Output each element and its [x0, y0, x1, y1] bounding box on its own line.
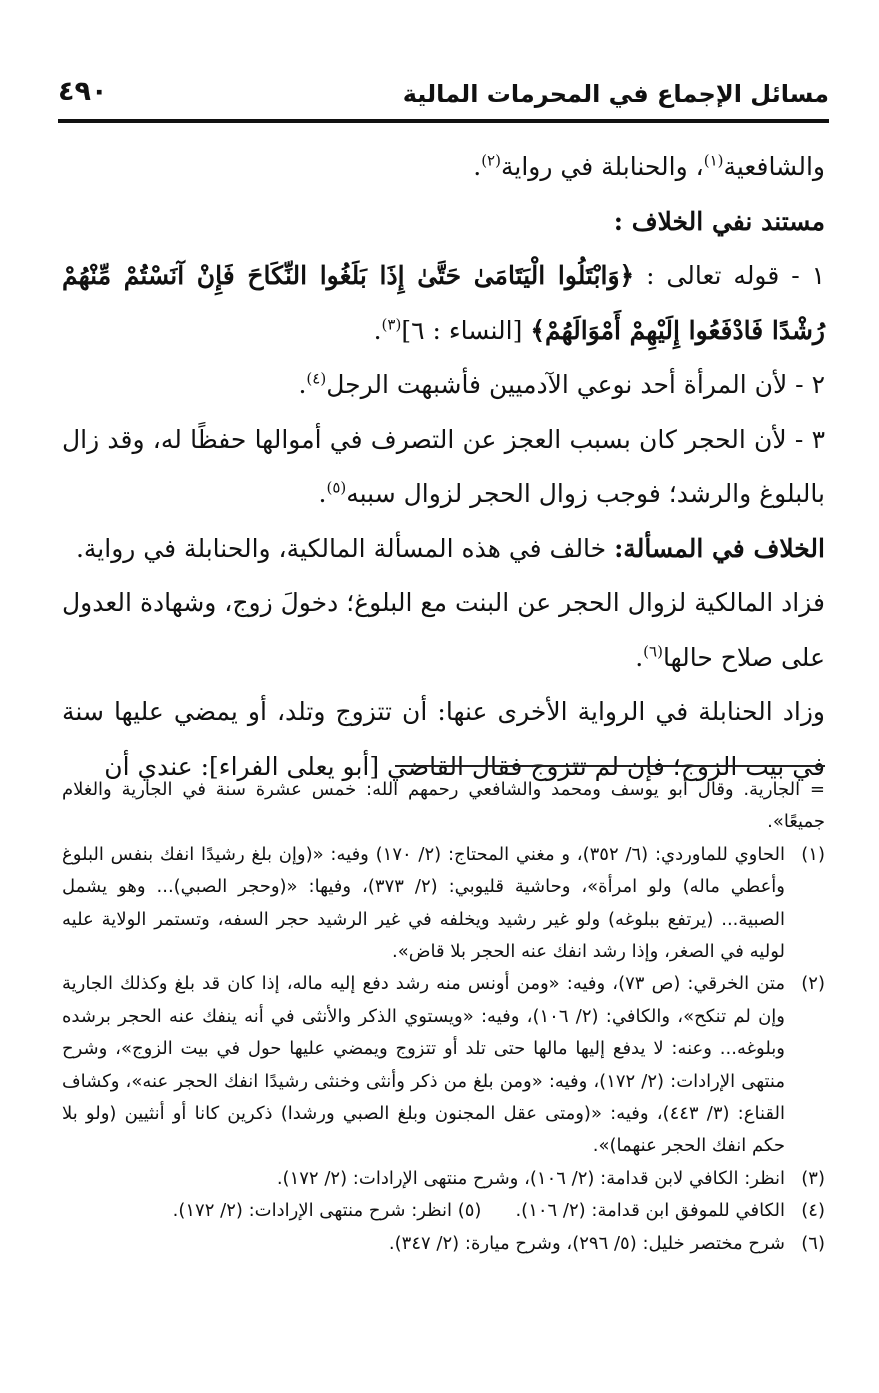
- paragraph-4-text-b: .: [298, 370, 307, 399]
- section-heading-evidence: مستند نفي الخلاف :: [613, 206, 825, 236]
- footnote-1: [62, 839, 825, 969]
- footnote-rule: [395, 765, 825, 767]
- paragraph-1-text-a: والشافعية: [723, 152, 825, 181]
- paragraph-1-text-c: .: [473, 152, 482, 181]
- footnote-1-number: (١): [801, 843, 825, 865]
- header-rule: [58, 119, 829, 123]
- running-header: [58, 72, 829, 118]
- paragraph-3-text-c: .: [373, 315, 382, 345]
- footnote-4-text: الكافي للموفق ابن قدامة: (٢/ ١٠٦).: [515, 1200, 785, 1222]
- paragraph-4: [62, 358, 825, 413]
- paragraph-5-text-a: ٣ - لأن الحجر كان بسبب العجز عن التصرف في أموالها حفظًا له، وقد زال بالبلوغ والرشد؛ فوجب زوال الحجر لزوال سببه: [62, 424, 825, 508]
- section-heading-disagreement: الخلاف في المسألة:: [614, 533, 825, 563]
- footnote-5-text: انظر: شرح منتهى الإرادات: (٢/ ١٧٢).: [172, 1200, 452, 1222]
- footnote-5-number: (٥): [457, 1200, 482, 1222]
- paragraph-5-text-b: .: [318, 479, 327, 508]
- paragraph-3-text-a: ١ - قوله تعالى :: [634, 261, 825, 290]
- paragraph-7: [62, 576, 825, 685]
- paragraph-2: [62, 195, 825, 250]
- paragraph-3-text-b: [النساء : ٦]: [401, 315, 531, 345]
- quran-verse: ﴿وَابْتَلُوا الْيَتَامَىٰ حَتَّىٰ إِذَا بَلَغُوا النِّكَاحَ فَإِنْ آنَسْتُمْ مِّنْهُمْ رُشْدًا فَادْفَعُوا إِلَيْهِمْ أَمْوَالَهُمْ﴾: [62, 261, 825, 345]
- footnote-ref-1: (١): [703, 151, 724, 170]
- paragraph-6: [62, 522, 825, 577]
- page-number: ٤٩٠: [58, 76, 108, 107]
- footnote-2: [62, 968, 825, 1162]
- footnote-2-text: متن الخرقي: (ص ٧٣)، وفيه: «ومن أونس منه رشد دفع إليه ماله، إذا كان قد بلغ وكذلك الجارية وإن لم تنكح»، والكافي: (٢/ ١٠٦)، وفيه: «ويستوي الذكر والأنثى في أنه ينفك عنه الحجر برشده وبلوغه... وعنه: لا يدفع إليها مالها حتى تلد أو تتزوج ويمضي عليها حول في بيت الزوج»، وشرح منتهى الإرادات: (٢/ ١٧٢)، وفيه: «ومن بلغ من ذكر وأنثى وخنثى رشيدًا انفك الحجر عنه»، وكشاف القناع: (٣/ ٤٤٣)، وفيه: «(ومتى عقل المجنون وبلغ الصبي ورشدا) ذكرين كانا أو أنثيين (ولو بلا حكم انفك الحجر عنهما)».: [62, 973, 786, 1157]
- footnote-6-text: شرح مختصر خليل: (٥/ ٢٩٦)، وشرح ميارة: (٢/ ٣٤٧).: [388, 1232, 785, 1254]
- footnote-continuation: = الجارية. وقال أبو يوسف ومحمد والشافعي رحمهم الله: خمس عشرة سنة في الجارية والغلام جميعًا».: [62, 779, 825, 833]
- footnotes: [62, 774, 825, 1260]
- paragraph-6-text: خالف في هذه المسألة المالكية، والحنابلة في رواية.: [75, 533, 615, 563]
- paragraph-1-text-b: ، والحنابلة في رواية: [500, 152, 704, 181]
- footnote-3: [62, 1163, 825, 1195]
- paragraph-7-text-b: .: [635, 642, 644, 672]
- footnote-4-number: (٤): [801, 1200, 825, 1222]
- footnote-6-number: (٦): [801, 1232, 825, 1254]
- footnotes-4-5: [62, 1195, 825, 1227]
- footnote-2-number: (٢): [801, 973, 825, 995]
- paragraph-4-text-a: ٢ - لأن المرأة أحد نوعي الآدميين فأشبهت الرجل: [326, 370, 825, 399]
- footnote-1-text: الحاوي للماوردي: (٦/ ٣٥٢)، و مغني المحتاج: (٢/ ١٧٠) وفيه: «(وإن بلغ رشيدًا انفك بنفس البلوغ وأعطي ماله) ولو امرأة»، وحاشية قليوبي: (٢/ ٣٧٣)، وفيها: «(وحجر الصبي)... وهو يشمل الصبية... (يرتفع ببلوغه) ولو غير رشيد ويخلفه في غير الرشيد حجر السفه، وتستمر الولاية عليه لوليه في الصغر، وإذا رشد انفك عنه الحجر بلا قاض».: [62, 843, 786, 963]
- paragraph-8-text: وزاد الحنابلة في الرواية الأخرى عنها: أن تتزوج وتلد، أو يمضي عليها سنة في بيت الزوج؛ فإن لم تتزوج فقال القاضي [أبو يعلى الفراء]: عندي أن: [62, 697, 825, 781]
- running-title: مسائل الإجماع في المحرمات المالية: [402, 80, 829, 108]
- footnote-3-text: انظر: الكافي لابن قدامة: (٢/ ١٠٦)، وشرح منتهى الإرادات: (٢/ ١٧٢).: [276, 1167, 785, 1189]
- footnote-6: [62, 1228, 825, 1260]
- main-text: [62, 140, 825, 794]
- paragraph-1: [62, 140, 825, 195]
- paragraph-3: [62, 249, 825, 358]
- footnote-3-number: (٣): [801, 1167, 825, 1189]
- footnote-ref-4: (٤): [306, 369, 327, 388]
- footnote-ref-5: (٥): [326, 478, 347, 497]
- paragraph-7-text-a: فزاد المالكية لزوال الحجر عن البنت مع البلوغ؛ دخولَ زوج، وشهادة العدول على صلاح حالها: [62, 588, 825, 672]
- footnote-ref-2: (٢): [481, 151, 501, 170]
- footnote-ref-6: (٦): [643, 642, 663, 661]
- footnote-ref-3: (٣): [381, 315, 402, 334]
- paragraph-5: [62, 413, 825, 522]
